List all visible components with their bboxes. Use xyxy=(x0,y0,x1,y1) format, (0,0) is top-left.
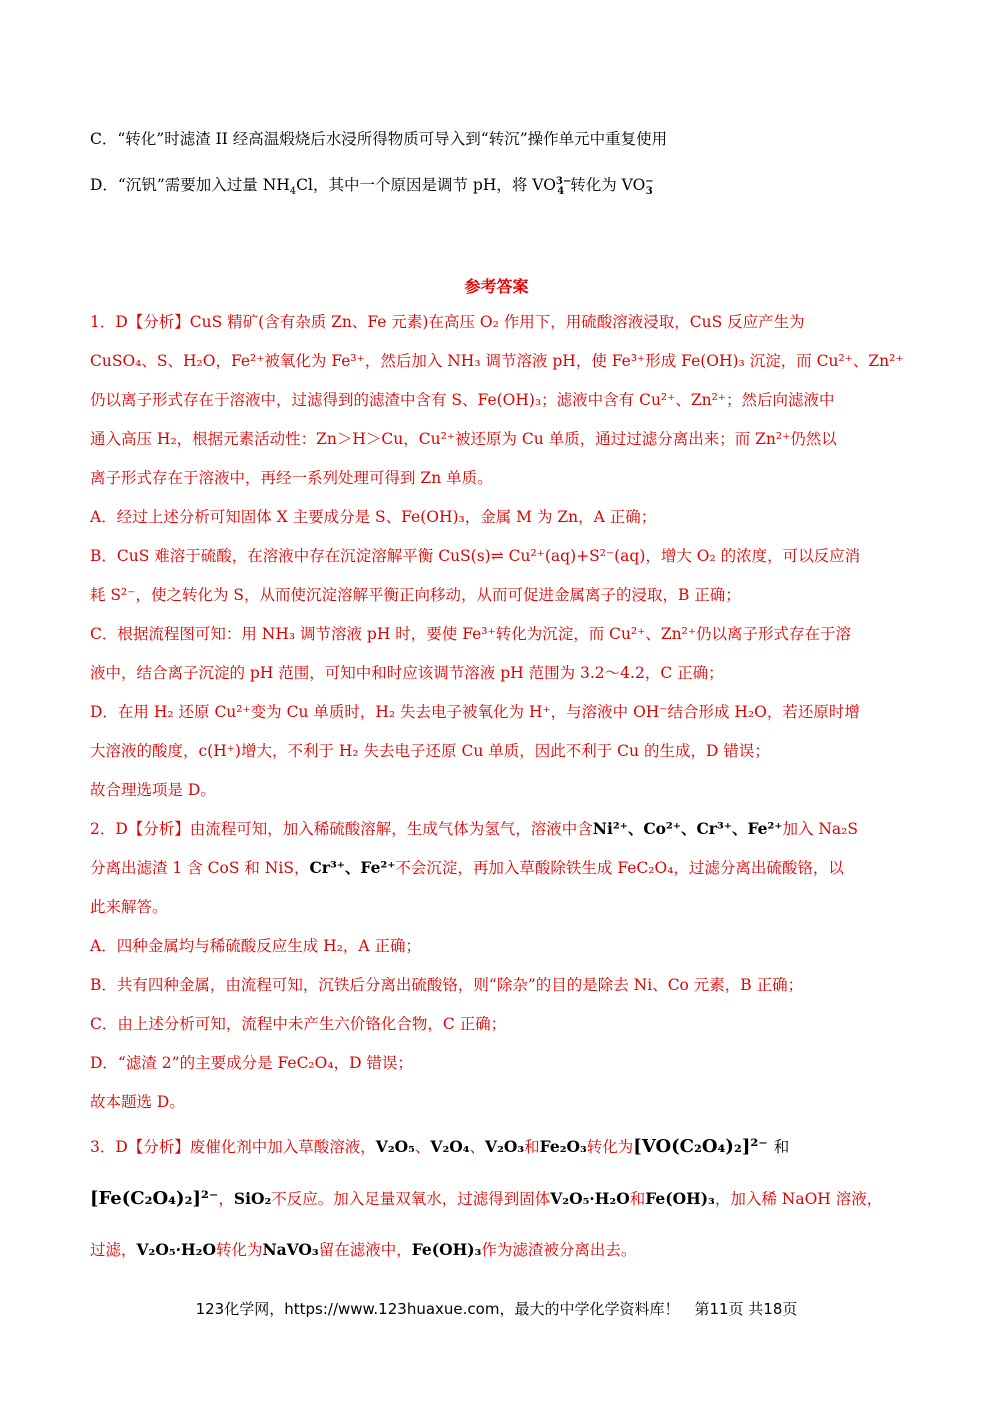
q1-option-b-1: B．CuS 难溶于硫酸，在溶液中存在沉淀溶解平衡 CuS(s)⇌ Cu²⁺(aq)+S²⁻(aq)，增大 O₂ 的浓度，可以反应消 xyxy=(90,547,861,565)
q3-line-1 xyxy=(90,1136,789,1158)
q3-line-3-text: 过滤， xyxy=(90,1241,137,1259)
q2-line-1-end: 加入 Na₂S xyxy=(782,820,859,838)
q2-option-b: B．共有四种金属，由流程可知，沉铁后分离出硫酸铬，则“除杂”的目的是除去 Ni、Co 元素，B 正确； xyxy=(90,976,804,994)
formula-feoh3: Fe(OH)₃ xyxy=(411,1240,482,1259)
q2-ions-1: Ni²⁺、Co²⁺、Cr³⁺、Fe²⁺ xyxy=(592,819,783,838)
q2-conclusion: 故本题选 D。 xyxy=(90,1093,185,1111)
formula-sio2: SiO₂ xyxy=(233,1189,272,1208)
q1-option-b-2: 耗 S²⁻，使之转化为 S，从而使沉淀溶解平衡正向移动，从而可促进金属离子的浸取，B 正确； xyxy=(90,586,741,604)
formula-fe2o3: Fe₂O₃ xyxy=(539,1137,587,1156)
formula-feoh3: Fe(OH)₃ xyxy=(645,1189,715,1208)
q2-line-1-text: 2．D【分析】由流程可知，加入稀硫酸溶解，生成气体为氢气，溶液中含 xyxy=(90,820,593,838)
option-d: D．“沉钒”需要加入过量 $NH_4Cl$，其中一个原因是调节 pH，将 $VO^{3-}_4$ 转化为 $VO^-_3$ xyxy=(90,175,654,198)
q3-line-3-mid: 留在滤液中， xyxy=(318,1241,412,1259)
formula-v2o3: V₂O₃ xyxy=(485,1137,525,1156)
convert-text: 转化为 xyxy=(215,1241,263,1259)
q3-line-2-end: ，加入稀 NaOH 溶液， xyxy=(714,1190,883,1208)
sep: 、 xyxy=(414,1138,431,1156)
q1-line-3: 仍以离子形式存在于溶液中，过滤得到的滤渣中含有 S、Fe(OH)₃；滤液中含有 Cu²⁺、Zn²⁺；然后向滤液中 xyxy=(90,391,835,409)
q3-line-2 xyxy=(90,1188,882,1210)
q2-ions-2: Cr³⁺、Fe²⁺ xyxy=(309,858,396,877)
sep: 、 xyxy=(469,1138,486,1156)
formula-v2o5-h2o: V₂O₅·H₂O xyxy=(550,1189,630,1208)
and-text: 和 xyxy=(524,1138,540,1156)
and-text: 和 xyxy=(629,1190,646,1208)
option-d-text-2: Cl，其中一个原因是调节 pH，将 VO xyxy=(296,176,556,194)
formula-v2o5: V₂O₅ xyxy=(375,1137,415,1156)
q2-option-a: A．四种金属均与稀硫酸反应生成 H₂，A 正确； xyxy=(90,937,421,955)
and-text: 和 xyxy=(773,1138,790,1156)
formula-fe-oxalate: [Fe(C₂O₄)₂]²⁻ xyxy=(90,1188,219,1209)
q1-option-d-2: 大溶液的酸度，c(H⁺)增大，不利于 H₂ 失去电子还原 Cu 单质，因此不利于 Cu 的生成，D 错误； xyxy=(90,742,770,760)
convert-text: 转化为 xyxy=(586,1138,634,1156)
sep: ， xyxy=(218,1190,234,1208)
q2-line-2-end: 不会沉淀，再加入草酸除铁生成 FeC₂O₄，过滤分离出硫酸铬，以 xyxy=(395,859,844,877)
q1-line-5: 离子形式存在于溶液中，再经一系列处理可得到 Zn 单质。 xyxy=(90,469,493,487)
option-d-text-1: D．“沉钒”需要加入过量 NH xyxy=(90,176,290,194)
answer-title: 参考答案 xyxy=(464,277,529,296)
q2-option-c: C．由上述分析可知，流程中未产生六价铬化合物，C 正确； xyxy=(90,1015,507,1033)
formula-v2o5-h2o: V₂O₅·H₂O xyxy=(136,1240,216,1259)
q3-line-1-text: 3．D【分析】废催化剂中加入草酸溶液， xyxy=(90,1138,376,1156)
formula-v2o4: V₂O₄ xyxy=(430,1137,470,1156)
formula-navo3: NaVO₃ xyxy=(262,1240,319,1259)
q3-line-2-text: 不反应。加入足量双氧水，过滤得到固体 xyxy=(271,1190,551,1208)
q3-line-3-end: 作为滤渣被分离出去。 xyxy=(481,1241,637,1259)
q2-option-d: D．“滤渣 2”的主要成分是 FeC₂O₄，D 错误； xyxy=(90,1054,413,1072)
q1-line-4: 通入高压 H₂，根据元素活动性：Zn＞H＞Cu，Cu²⁺被还原为 Cu 单质，通过过滤分离出来；而 Zn²⁺仍然以 xyxy=(90,430,837,448)
q1-option-c-1: C．根据流程图可知：用 NH₃ 调节溶液 pH 时，要使 Fe³⁺转化为沉淀，而 Cu²⁺、Zn²⁺仍以离子形式存在于溶 xyxy=(90,625,852,643)
q1-option-d-1: D．在用 H₂ 还原 Cu²⁺变为 Cu 单质时，H₂ 失去电子被氧化为 H⁺，与溶液中 OH⁻结合形成 H₂O，若还原时增 xyxy=(90,703,860,721)
option-c: C．“转化”时滤渣 II 经高温煅烧后水浸所得物质可导入到“转沉”操作单元中重复使用 xyxy=(90,130,668,148)
q1-option-c-2: 液中，结合离子沉淀的 pH 范围，可知中和时应该调节溶液 pH 范围为 3.2～4.2，C 正确； xyxy=(90,664,724,682)
q2-line-2 xyxy=(90,857,844,879)
q1-line-2: CuSO₄、S、H₂O，Fe²⁺被氧化为 Fe³⁺，然后加入 NH₃ 调节溶液 pH，使 Fe³⁺形成 Fe(OH)₃ 沉淀，而 Cu²⁺、Zn²⁺ xyxy=(90,352,904,370)
q3-line-3 xyxy=(90,1239,636,1261)
q1-option-a: A．经过上述分析可知固体 X 主要成分是 S、Fe(OH)₃，金属 M 为 Zn，A 正确； xyxy=(90,508,657,526)
option-d-text-3: 转化为 VO xyxy=(570,176,646,194)
page-footer: 123化学网，https://www.123huaxue.com，最大的中学化学资料库！ 第11页 共18页 xyxy=(195,1300,798,1318)
q2-line-1 xyxy=(90,818,858,840)
q1-line-1: 1．D【分析】CuS 精矿(含有杂质 Zn、Fe 元素)在高压 O₂ 作用下，用硫酸溶液浸取，CuS 反应产生为 xyxy=(90,313,805,331)
q1-conclusion: 故合理选项是 D。 xyxy=(90,781,216,799)
q2-line-3: 此来解答。 xyxy=(90,898,168,916)
formula-vo-oxalate: [VO(C₂O₄)₂]²⁻ xyxy=(633,1136,768,1157)
q2-line-2-text: 分离出滤渣 1 含 CoS 和 NiS， xyxy=(90,859,310,877)
